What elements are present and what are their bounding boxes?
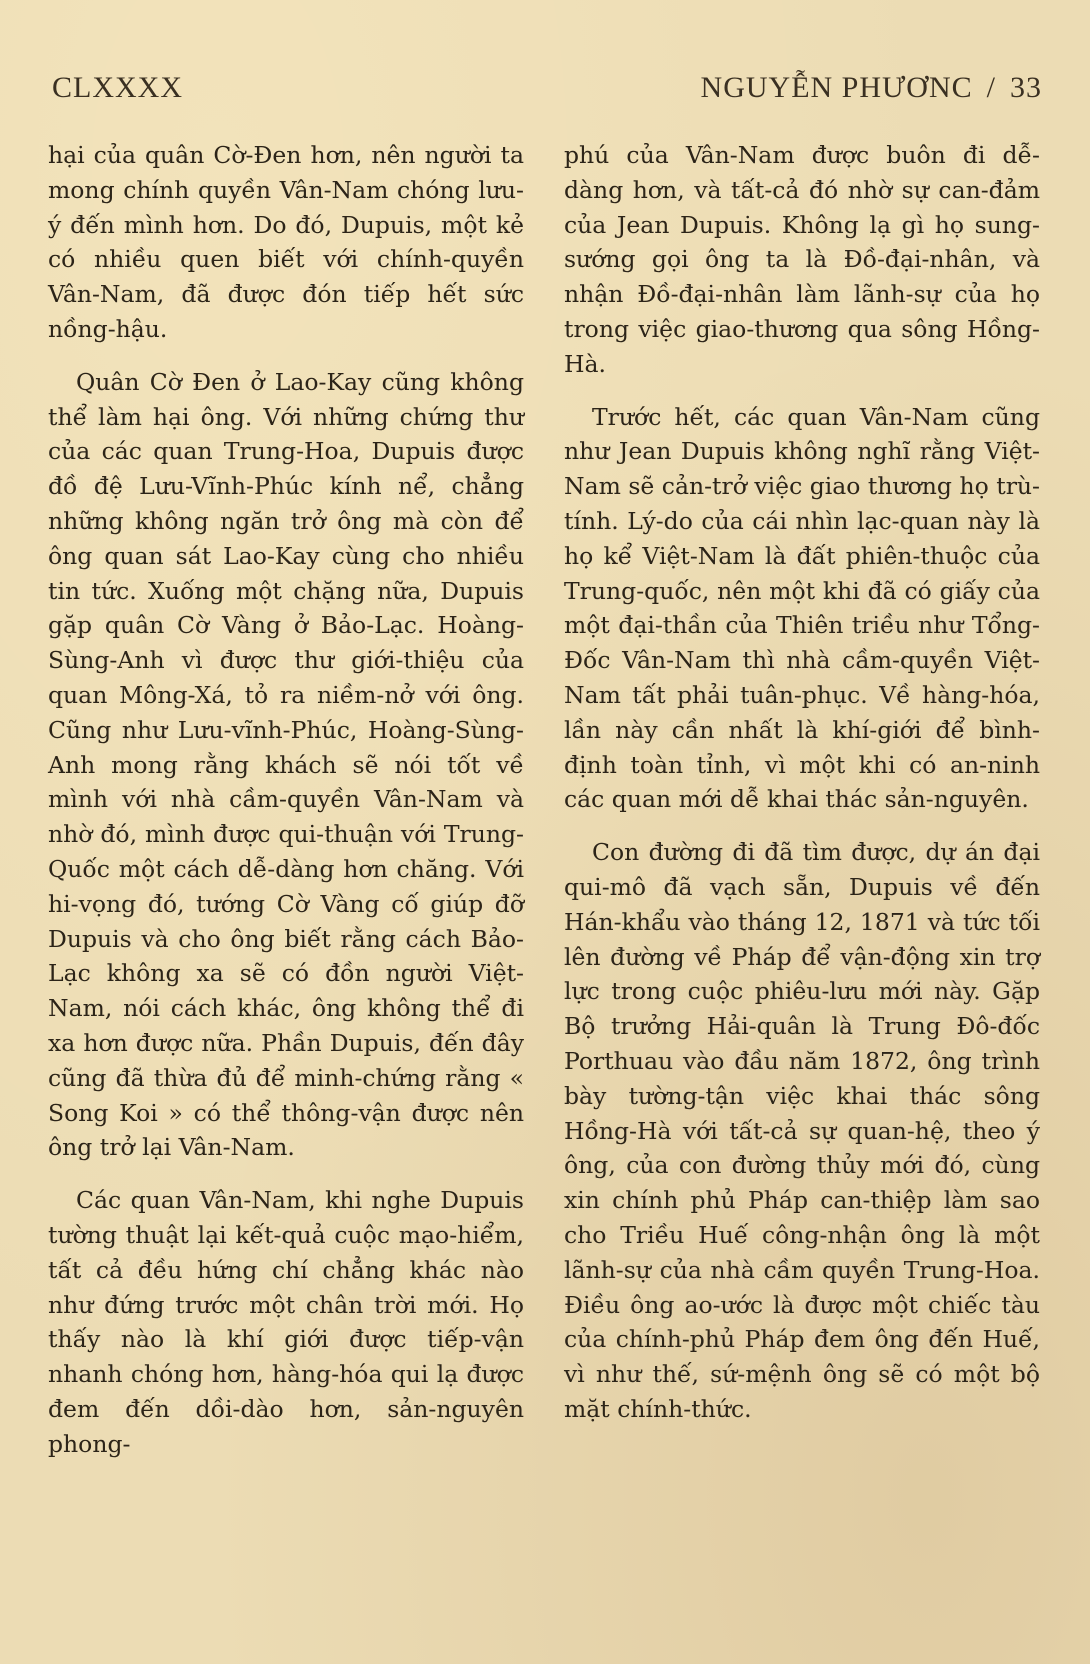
- text-columns: [48, 138, 1040, 1461]
- header-right: [701, 71, 1042, 105]
- paragraph: phú của Vân-Nam được buôn đi dễ-dàng hơn, và tất-cả đó nhờ sự can-đảm của Jean Dupuis. Không lạ gì họ sung-sướng gọi ông ta là Đồ-đại-nhân, và nhận Đồ-đại-nhân làm lãnh-sự của họ trong việc giao-thương qua sông Hồng-Hà.: [564, 141, 1040, 378]
- running-header: [52, 68, 1042, 108]
- paragraph: Con đường đi đã tìm được, dự án đại qui-mô đã vạch sẵn, Dupuis về đến Hán-khẩu vào tháng 12, 1871 và tức tối lên đường về Pháp để vận-động xin trợ lực trong cuộc phiêu-lưu mới này. Gặp Bộ trưởng Hải-quân là Trung Đô-đốc Porthuau vào đầu năm 1872, ông trình bày tường-tận việc khai thác sông Hồng-Hà với tất-cả sự quan-hệ, theo ý ông, của con đường thủy mới đó, cùng xin chính phủ Pháp can-thiệp làm sao cho Triều Huế công-nhận ông là một lãnh-sự của nhà cầm quyền Trung-Hoa. Điều ông ao-ước là được một chiếc tàu của chính-phủ Pháp đem ông đến Huế, vì như thế, sứ-mệnh ông sẽ có một bộ mặt chính-thức.: [564, 838, 1040, 1423]
- header-separator: /: [986, 71, 996, 104]
- right-column: [564, 138, 1040, 1461]
- paragraph: Quân Cờ Đen ở Lao-Kay cũng không thể làm hại ông. Với những chứng thư của các quan Trung-Hoa, Dupuis được đồ đệ Lưu-Vĩnh-Phúc kính nể, chẳng những không ngăn trở ông mà còn để ông quan sát Lao-Kay cùng cho nhiều tin tức. Xuống một chặng nữa, Dupuis gặp quân Cờ Vàng ở Bảo-Lạc. Hoàng-Sùng-Anh vì được thư giới-thiệu của quan Mông-Xá, tỏ ra niềm-nở với ông. Cũng như Lưu-vĩnh-Phúc, Hoàng-Sùng-Anh mong rằng khách sẽ nói tốt về mình với nhà cầm-quyền Vân-Nam và nhờ đó, mình được qui-thuận với Trung-Quốc một cách dễ-dàng hơn chăng. Với hi-vọng đó, tướng Cờ Vàng cố giúp đỡ Dupuis và cho ông biết rằng cách Bảo-Lạc không xa sẽ có đồn người Việt-Nam, nói cách khác, ông không thể đi xa hơn được nữa. Phần Dupuis, đến đây cũng đã thừa đủ để minh-chứng rằng « Song Koi » có thể thông-vận được nên ông trở lại Vân-Nam.: [48, 367, 524, 1162]
- left-column: [48, 138, 524, 1461]
- paragraph: Các quan Vân-Nam, khi nghe Dupuis tường thuật lại kết-quả cuộc mạo-hiểm, tất cả đều hứng chí chẳng khác nào như đứng trước một chân trời mới. Họ thấy nào là khí giới được tiếp-vận nhanh chóng hơn, hàng-hóa qui lạ được đem đến dồi-dào hơn, sản-nguyên phong-: [48, 1186, 524, 1458]
- paragraph: Trước hết, các quan Vân-Nam cũng như Jean Dupuis không nghĩ rằng Việt-Nam sẽ cản-trở việc giao thương họ trù-tính. Lý-do của cái nhìn lạc-quan này là họ kể Việt-Nam là đất phiên-thuộc của Trung-quốc, nên một khi đã có giấy của một đại-thần của Thiên triều như Tổng-Đốc Vân-Nam thì nhà cầm-quyền Việt-Nam tất phải tuân-phục. Về hàng-hóa, lần này cần nhất là khí-giới để bình-định toàn tỉnh, vì một khi có an-ninh các quan mới dễ khai thác sản-nguyên.: [564, 402, 1040, 814]
- paragraph: hại của quân Cờ-Đen hơn, nên người ta mong chính quyền Vân-Nam chóng lưu-ý đến mình hơn. Do đó, Dupuis, một kẻ có nhiều quen biết với chính-quyền Vân-Nam, đã được đón tiếp hết sức nồng-hậu.: [48, 141, 524, 343]
- chapter-mark: CLXXXX: [52, 71, 183, 104]
- page-number: 33: [1010, 71, 1042, 104]
- book-title: NGUYỄN PHƯƠNC: [700, 71, 973, 104]
